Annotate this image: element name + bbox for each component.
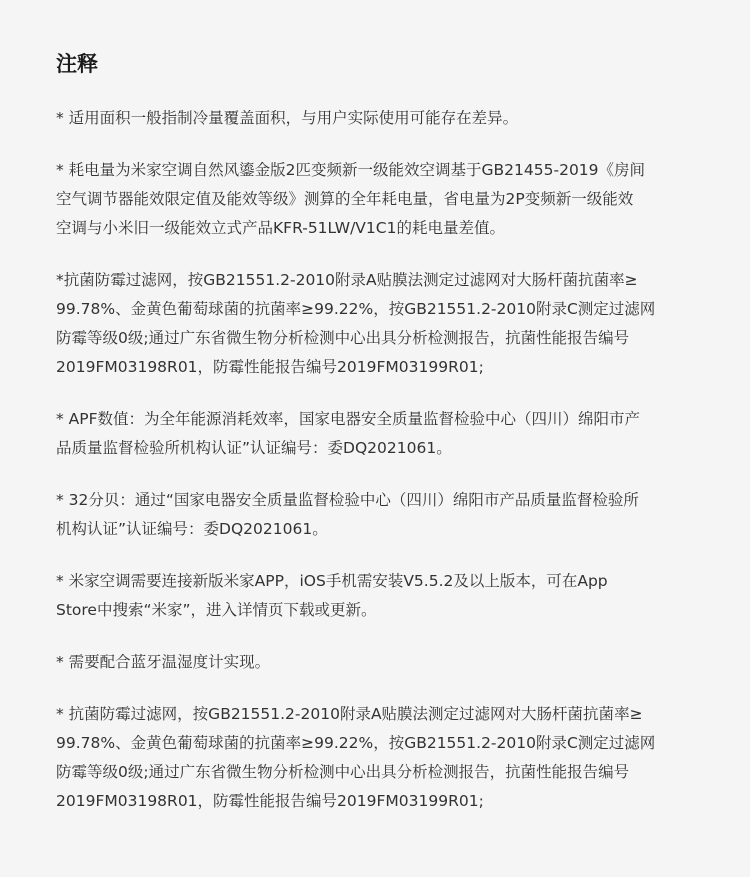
note-antibacterial-filter-repeat: * 抗菌防霉过滤网，按GB21551.2-2010附录A贴膜法测定过滤网对大肠杆菌抗菌率≥ 99.78%、金黄色葡萄球菌的抗菌率≥99.22%，按GB21551.2-2010附录C测定过滤网 防霉等级0级;通过广东省微生物分析检测中心出具分析检测报告，抗菌性能报告编号 2019FM03198R01，防霉性能报告编号2019FM03199R01; <box>56 705 656 810</box>
notes-list <box>56 104 690 816</box>
note-area-coverage: * 适用面积一般指制冷量覆盖面积，与用户实际使用可能存在差异。 <box>56 109 519 127</box>
note-antibacterial-filter: *抗菌防霉过滤网，按GB21551.2-2010附录A贴膜法测定过滤网对大肠杆菌抗菌率≥ 99.78%、金黄色葡萄球菌的抗菌率≥99.22%，按GB21551.2-2010附录C测定过滤网 防霉等级0级;通过广东省微生物分析检测中心出具分析检测报告，抗菌性能报告编号 2019FM03198R01，防霉性能报告编号2019FM03199R01; <box>56 271 656 376</box>
note-mijia-app: * 米家空调需要连接新版米家APP，iOS手机需安装V5.5.2及以上版本，可在App Store中搜索“米家”，进入详情页下载或更新。 <box>56 572 608 619</box>
note-power-consumption: * 耗电量为米家空调自然风鎏金版2匹变频新一级能效空调基于GB21455-2019《房间 空气调节器能效限定值及能效等级》测算的全年耗电量，省电量为2P变频新一级能效 空调与小米旧一级能效立式产品KFR-51LW/V1C1的耗电量差值。 <box>56 161 646 237</box>
note-bluetooth-hygrometer: * 需要配合蓝牙温湿度计实现。 <box>56 653 271 671</box>
page-title: 注释 <box>56 52 98 76</box>
note-32-decibel: * 32分贝：通过“国家电器安全质量监督检验中心（四川）绵阳市产品质量监督检验所 机构认证”认证编号：委DQ2021061。 <box>56 491 639 538</box>
note-apf-value: * APF数值：为全年能源消耗效率，国家电器安全质量监督检验中心（四川）绵阳市产 品质量监督检验所机构认证”认证编号：委DQ2021061。 <box>56 410 641 457</box>
